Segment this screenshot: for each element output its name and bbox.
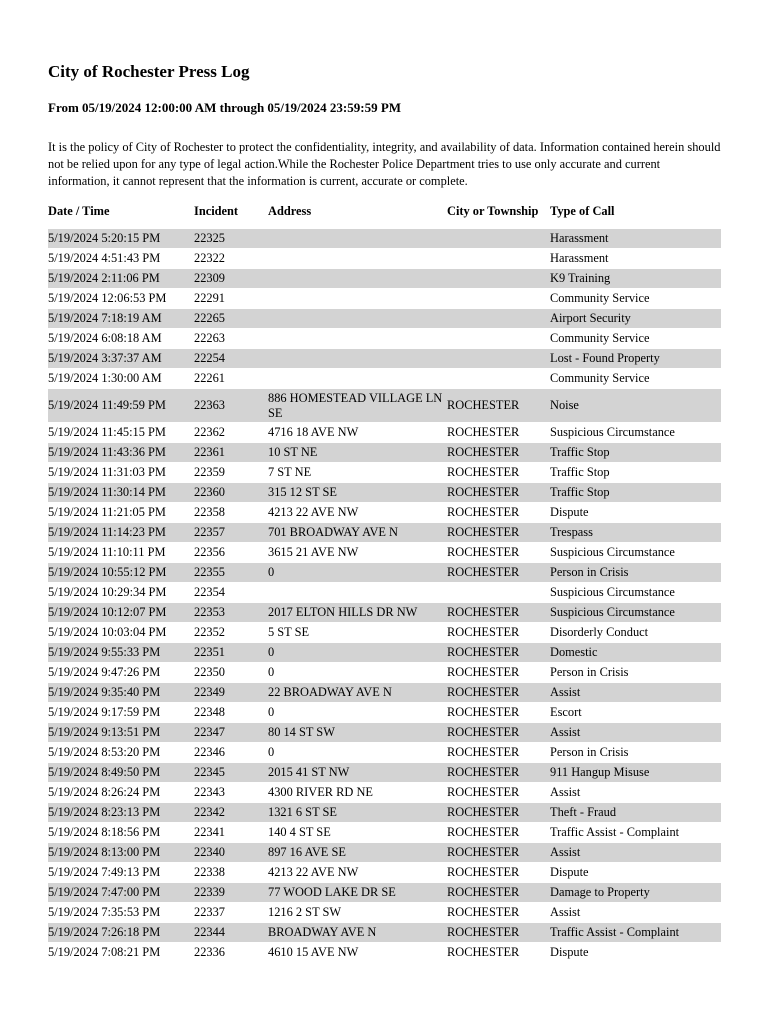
cell-address (268, 269, 447, 289)
table-row (48, 229, 721, 249)
cell-date-time: 5/19/2024 2:11:06 PM (48, 269, 194, 289)
cell-address: 1321 6 ST SE (268, 803, 447, 823)
cell-type-of-call: Traffic Assist - Complaint (550, 823, 721, 843)
cell-date-time: 5/19/2024 11:49:59 PM (48, 389, 194, 423)
cell-city: ROCHESTER (447, 683, 550, 703)
cell-incident: 22254 (194, 349, 268, 369)
cell-address: 2015 41 ST NW (268, 763, 447, 783)
cell-date-time: 5/19/2024 11:14:23 PM (48, 523, 194, 543)
page-title: City of Rochester Press Log (48, 62, 250, 81)
cell-type-of-call: Traffic Assist - Complaint (550, 923, 721, 943)
cell-city (447, 249, 550, 269)
table-row (48, 903, 721, 923)
cell-date-time: 5/19/2024 11:43:36 PM (48, 443, 194, 463)
cell-city: ROCHESTER (447, 863, 550, 883)
cell-address: 4716 18 AVE NW (268, 423, 447, 443)
table-row (48, 443, 721, 463)
table-header-row (48, 194, 721, 229)
table-row (48, 423, 721, 443)
cell-date-time: 5/19/2024 9:17:59 PM (48, 703, 194, 723)
cell-type-of-call: Damage to Property (550, 883, 721, 903)
cell-type-of-call: Suspicious Circumstance (550, 603, 721, 623)
cell-incident: 22357 (194, 523, 268, 543)
cell-date-time: 5/19/2024 7:26:18 PM (48, 923, 194, 943)
cell-type-of-call: Assist (550, 723, 721, 743)
cell-date-time: 5/19/2024 9:55:33 PM (48, 643, 194, 663)
cell-date-time: 5/19/2024 8:13:00 PM (48, 843, 194, 863)
cell-address: 0 (268, 703, 447, 723)
cell-city: ROCHESTER (447, 643, 550, 663)
cell-city: ROCHESTER (447, 843, 550, 863)
cell-type-of-call: Harassment (550, 249, 721, 269)
cell-type-of-call: Domestic (550, 643, 721, 663)
cell-city: ROCHESTER (447, 743, 550, 763)
cell-date-time: 5/19/2024 8:18:56 PM (48, 823, 194, 843)
cell-address (268, 329, 447, 349)
cell-date-time: 5/19/2024 3:37:37 AM (48, 349, 194, 369)
cell-type-of-call: Dispute (550, 943, 721, 963)
cell-date-time: 5/19/2024 11:10:11 PM (48, 543, 194, 563)
table-row (48, 643, 721, 663)
table-row (48, 523, 721, 543)
cell-city: ROCHESTER (447, 543, 550, 563)
cell-type-of-call: 911 Hangup Misuse (550, 763, 721, 783)
cell-city: ROCHESTER (447, 563, 550, 583)
cell-incident: 22359 (194, 463, 268, 483)
cell-type-of-call: Escort (550, 703, 721, 723)
cell-address: BROADWAY AVE N (268, 923, 447, 943)
cell-address (268, 309, 447, 329)
cell-incident: 22347 (194, 723, 268, 743)
cell-city: ROCHESTER (447, 803, 550, 823)
cell-city: ROCHESTER (447, 823, 550, 843)
cell-incident: 22345 (194, 763, 268, 783)
table-row (48, 289, 721, 309)
cell-type-of-call: Suspicious Circumstance (550, 543, 721, 563)
table-row (48, 703, 721, 723)
cell-type-of-call: K9 Training (550, 269, 721, 289)
cell-city: ROCHESTER (447, 483, 550, 503)
cell-address: 897 16 AVE SE (268, 843, 447, 863)
table-row (48, 623, 721, 643)
cell-date-time: 5/19/2024 11:21:05 PM (48, 503, 194, 523)
cell-address: 7 ST NE (268, 463, 447, 483)
cell-city (447, 583, 550, 603)
table-row (48, 543, 721, 563)
table-row (48, 663, 721, 683)
cell-date-time: 5/19/2024 7:49:13 PM (48, 863, 194, 883)
cell-type-of-call: Person in Crisis (550, 663, 721, 683)
cell-address: 80 14 ST SW (268, 723, 447, 743)
cell-date-time: 5/19/2024 10:55:12 PM (48, 563, 194, 583)
cell-incident: 22261 (194, 369, 268, 389)
cell-date-time: 5/19/2024 9:35:40 PM (48, 683, 194, 703)
cell-city: ROCHESTER (447, 663, 550, 683)
cell-city (447, 369, 550, 389)
table-row (48, 349, 721, 369)
table-row (48, 683, 721, 703)
table-row (48, 603, 721, 623)
cell-date-time: 5/19/2024 10:12:07 PM (48, 603, 194, 623)
cell-address: 22 BROADWAY AVE N (268, 683, 447, 703)
table-row (48, 463, 721, 483)
cell-city: ROCHESTER (447, 623, 550, 643)
cell-city: ROCHESTER (447, 443, 550, 463)
header-date-time: Date / Time (48, 203, 110, 218)
cell-city: ROCHESTER (447, 503, 550, 523)
cell-incident: 22356 (194, 543, 268, 563)
cell-address: 886 HOMESTEAD VILLAGE LN SE (268, 389, 447, 423)
table-row (48, 503, 721, 523)
cell-incident: 22358 (194, 503, 268, 523)
cell-incident: 22337 (194, 903, 268, 923)
cell-incident: 22344 (194, 923, 268, 943)
cell-date-time: 5/19/2024 12:06:53 PM (48, 289, 194, 309)
cell-address: 0 (268, 563, 447, 583)
press-log-table (48, 194, 721, 962)
header-city: City or Township (447, 203, 539, 218)
cell-type-of-call: Community Service (550, 289, 721, 309)
table-row (48, 389, 721, 423)
cell-date-time: 5/19/2024 7:18:19 AM (48, 309, 194, 329)
cell-address (268, 349, 447, 369)
cell-date-time: 5/19/2024 8:23:13 PM (48, 803, 194, 823)
cell-date-time: 5/19/2024 4:51:43 PM (48, 249, 194, 269)
cell-incident: 22350 (194, 663, 268, 683)
cell-address (268, 249, 447, 269)
cell-city: ROCHESTER (447, 603, 550, 623)
cell-address: 140 4 ST SE (268, 823, 447, 843)
disclaimer-text: It is the policy of City of Rochester to protect the confidentiality, integrity, and availability of data. Information contained herein should not be relied upon for any type of legal action.While the Rochester Police Department tries to use only accurate and current information, it cannot represent that the information is current, accurate or complete. (48, 140, 721, 188)
cell-incident: 22265 (194, 309, 268, 329)
cell-address (268, 229, 447, 249)
table-row (48, 743, 721, 763)
table-row (48, 269, 721, 289)
cell-date-time: 5/19/2024 1:30:00 AM (48, 369, 194, 389)
cell-type-of-call: Dispute (550, 503, 721, 523)
cell-type-of-call: Dispute (550, 863, 721, 883)
cell-date-time: 5/19/2024 10:29:34 PM (48, 583, 194, 603)
cell-address: 1216 2 ST SW (268, 903, 447, 923)
cell-incident: 22360 (194, 483, 268, 503)
table-row (48, 823, 721, 843)
cell-type-of-call: Suspicious Circumstance (550, 583, 721, 603)
cell-address: 0 (268, 743, 447, 763)
table-row (48, 563, 721, 583)
table-row (48, 943, 721, 963)
cell-city: ROCHESTER (447, 463, 550, 483)
cell-city: ROCHESTER (447, 523, 550, 543)
cell-incident: 22342 (194, 803, 268, 823)
cell-incident: 22325 (194, 229, 268, 249)
cell-address: 10 ST NE (268, 443, 447, 463)
cell-type-of-call: Lost - Found Property (550, 349, 721, 369)
cell-type-of-call: Airport Security (550, 309, 721, 329)
cell-address: 4610 15 AVE NW (268, 943, 447, 963)
cell-type-of-call: Disorderly Conduct (550, 623, 721, 643)
cell-address: 701 BROADWAY AVE N (268, 523, 447, 543)
cell-city (447, 349, 550, 369)
cell-type-of-call: Assist (550, 843, 721, 863)
cell-incident: 22263 (194, 329, 268, 349)
cell-incident: 22352 (194, 623, 268, 643)
cell-type-of-call: Person in Crisis (550, 743, 721, 763)
header-address: Address (268, 203, 312, 218)
cell-incident: 22362 (194, 423, 268, 443)
cell-address: 3615 21 AVE NW (268, 543, 447, 563)
table-row (48, 329, 721, 349)
cell-city: ROCHESTER (447, 923, 550, 943)
cell-type-of-call: Community Service (550, 329, 721, 349)
table-row (48, 483, 721, 503)
cell-incident: 22354 (194, 583, 268, 603)
table-row (48, 843, 721, 863)
cell-date-time: 5/19/2024 11:30:14 PM (48, 483, 194, 503)
cell-type-of-call: Assist (550, 683, 721, 703)
cell-city: ROCHESTER (447, 723, 550, 743)
cell-city: ROCHESTER (447, 783, 550, 803)
cell-city (447, 289, 550, 309)
cell-city (447, 229, 550, 249)
cell-type-of-call: Person in Crisis (550, 563, 721, 583)
cell-city: ROCHESTER (447, 903, 550, 923)
cell-type-of-call: Harassment (550, 229, 721, 249)
cell-type-of-call: Suspicious Circumstance (550, 423, 721, 443)
cell-incident: 22348 (194, 703, 268, 723)
table-row (48, 583, 721, 603)
cell-address (268, 369, 447, 389)
cell-incident: 22336 (194, 943, 268, 963)
cell-incident: 22341 (194, 823, 268, 843)
cell-address: 2017 ELTON HILLS DR NW (268, 603, 447, 623)
cell-city: ROCHESTER (447, 389, 550, 423)
cell-date-time: 5/19/2024 5:20:15 PM (48, 229, 194, 249)
table-row (48, 369, 721, 389)
cell-address (268, 289, 447, 309)
cell-type-of-call: Assist (550, 903, 721, 923)
cell-type-of-call: Theft - Fraud (550, 803, 721, 823)
table-row (48, 803, 721, 823)
cell-date-time: 5/19/2024 7:47:00 PM (48, 883, 194, 903)
cell-address: 4300 RIVER RD NE (268, 783, 447, 803)
cell-type-of-call: Traffic Stop (550, 483, 721, 503)
cell-city: ROCHESTER (447, 703, 550, 723)
cell-address: 4213 22 AVE NW (268, 863, 447, 883)
cell-incident: 22291 (194, 289, 268, 309)
cell-type-of-call: Assist (550, 783, 721, 803)
table-row (48, 309, 721, 329)
table-row (48, 863, 721, 883)
cell-date-time: 5/19/2024 9:13:51 PM (48, 723, 194, 743)
cell-incident: 22355 (194, 563, 268, 583)
table-row (48, 883, 721, 903)
cell-date-time: 5/19/2024 8:53:20 PM (48, 743, 194, 763)
cell-date-time: 5/19/2024 11:45:15 PM (48, 423, 194, 443)
cell-incident: 22340 (194, 843, 268, 863)
date-range: From 05/19/2024 12:00:00 AM through 05/19/2024 23:59:59 PM (48, 100, 402, 115)
cell-incident: 22361 (194, 443, 268, 463)
cell-date-time: 5/19/2024 8:26:24 PM (48, 783, 194, 803)
cell-type-of-call: Community Service (550, 369, 721, 389)
cell-incident: 22363 (194, 389, 268, 423)
cell-city: ROCHESTER (447, 423, 550, 443)
table-body (48, 229, 721, 963)
cell-date-time: 5/19/2024 11:31:03 PM (48, 463, 194, 483)
cell-type-of-call: Noise (550, 389, 721, 423)
cell-date-time: 5/19/2024 10:03:04 PM (48, 623, 194, 643)
cell-incident: 22351 (194, 643, 268, 663)
header-incident: Incident (194, 203, 239, 218)
cell-date-time: 5/19/2024 7:08:21 PM (48, 943, 194, 963)
table-row (48, 783, 721, 803)
cell-incident: 22309 (194, 269, 268, 289)
cell-date-time: 5/19/2024 9:47:26 PM (48, 663, 194, 683)
cell-type-of-call: Traffic Stop (550, 463, 721, 483)
cell-city: ROCHESTER (447, 883, 550, 903)
cell-date-time: 5/19/2024 6:08:18 AM (48, 329, 194, 349)
cell-address: 0 (268, 643, 447, 663)
cell-address: 0 (268, 663, 447, 683)
cell-date-time: 5/19/2024 7:35:53 PM (48, 903, 194, 923)
header-type-of-call: Type of Call (550, 203, 615, 218)
cell-incident: 22339 (194, 883, 268, 903)
cell-address: 77 WOOD LAKE DR SE (268, 883, 447, 903)
cell-city: ROCHESTER (447, 763, 550, 783)
cell-type-of-call: Traffic Stop (550, 443, 721, 463)
table-row (48, 723, 721, 743)
cell-address: 315 12 ST SE (268, 483, 447, 503)
cell-address: 5 ST SE (268, 623, 447, 643)
cell-type-of-call: Trespass (550, 523, 721, 543)
cell-incident: 22346 (194, 743, 268, 763)
table-row (48, 923, 721, 943)
cell-city: ROCHESTER (447, 943, 550, 963)
cell-incident: 22349 (194, 683, 268, 703)
table-row (48, 763, 721, 783)
table-row (48, 249, 721, 269)
cell-date-time: 5/19/2024 8:49:50 PM (48, 763, 194, 783)
cell-city (447, 309, 550, 329)
cell-address (268, 583, 447, 603)
cell-incident: 22353 (194, 603, 268, 623)
cell-incident: 22322 (194, 249, 268, 269)
cell-incident: 22338 (194, 863, 268, 883)
cell-address: 4213 22 AVE NW (268, 503, 447, 523)
cell-incident: 22343 (194, 783, 268, 803)
cell-city (447, 329, 550, 349)
cell-city (447, 269, 550, 289)
